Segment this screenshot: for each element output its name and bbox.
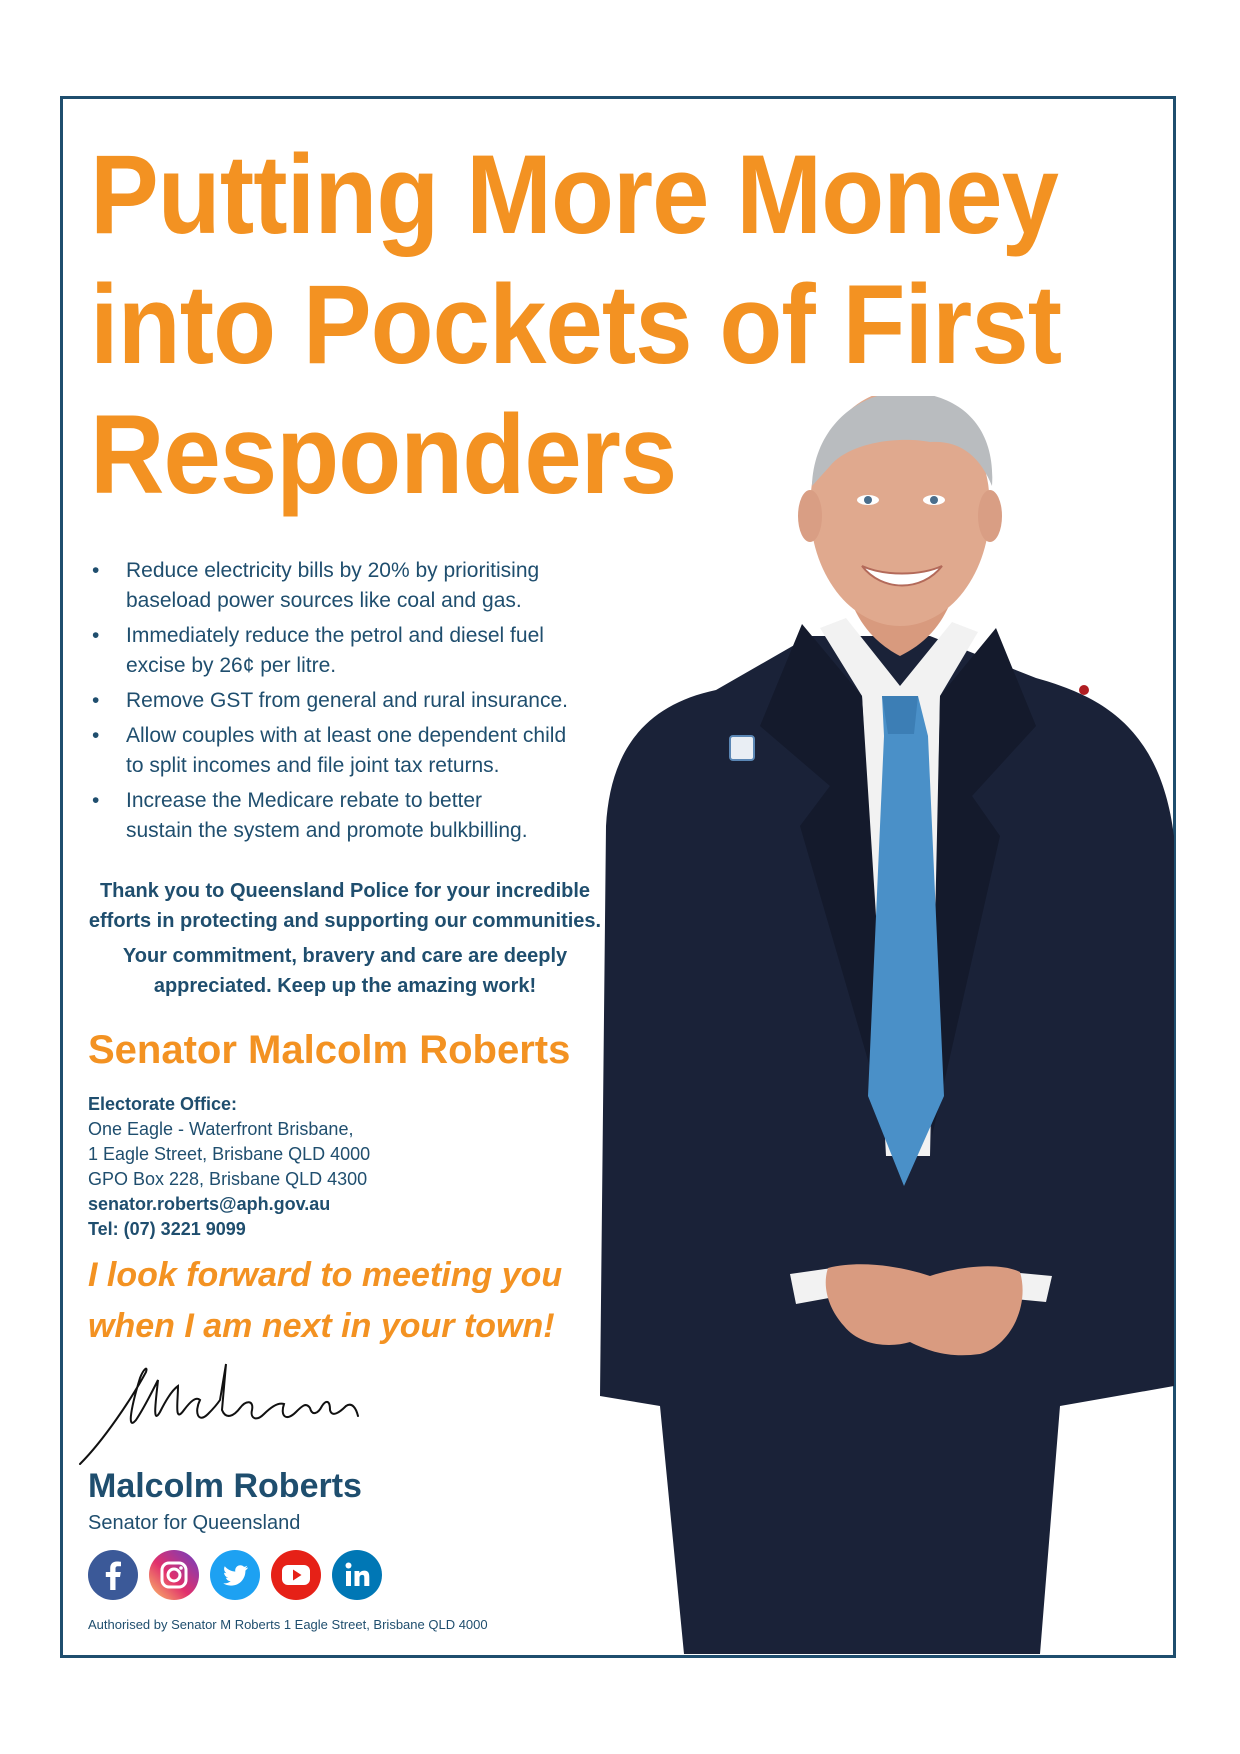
policy-text: Remove GST from general and rural insurance. [126,689,568,712]
bullet-icon: • [92,689,100,712]
linkedin-icon[interactable] [332,1550,382,1600]
headline-line: Responders [90,392,677,517]
policy-text: Allow couples with at least one dependent child [126,724,567,747]
bullet-icon: • [92,559,100,582]
twitter-icon[interactable] [210,1550,260,1600]
policy-text: excise by 26¢ per litre. [126,654,337,677]
policy-item [90,556,650,616]
policy-text: Increase the Medicare rebate to better [126,789,483,812]
thanks-line: appreciated. Keep up the amazing work! [153,975,537,997]
policy-text: sustain the system and promote bulkbilling. [126,819,528,842]
office-address-line: 1 Eagle Street, Brisbane QLD 4000 [88,1144,371,1164]
signature [74,1360,364,1470]
thanks-line: efforts in protecting and supporting our communities. [88,910,602,932]
thanks-line: Your commitment, bravery and care are deeply [122,945,568,967]
policy-list [90,556,650,851]
bullet-icon: • [92,624,100,647]
headline-line: into Pockets of First [90,262,1062,387]
policy-text: baseload power sources like coal and gas. [126,589,522,612]
office-phone[interactable]: Tel: (07) 3221 9099 [88,1219,246,1239]
senator-heading: Senator Malcolm Roberts [88,1028,571,1072]
signatory-name: Malcolm Roberts [88,1467,362,1505]
headline-line: Putting More Money [90,132,1059,257]
policy-text: Immediately reduce the petrol and diesel fuel [126,624,544,647]
signatory-role: Senator for Queensland [88,1512,301,1534]
closing-line: when I am next in your town! [88,1307,555,1345]
policy-item [90,786,650,846]
policy-text: to split incomes and file joint tax returns. [126,754,500,777]
senator-photo [600,396,1174,1654]
policy-item [90,621,650,681]
office-heading: Electorate Office: [88,1094,238,1114]
electorate-office [88,1092,588,1242]
thanks-line: Thank you to Queensland Police for your incredible [99,880,591,902]
office-address-line: One Eagle - Waterfront Brisbane, [88,1119,354,1139]
closing-message [88,1250,608,1352]
thank-you-message [80,876,610,1006]
office-address-line: GPO Box 228, Brisbane QLD 4300 [88,1169,368,1189]
youtube-icon[interactable] [271,1550,321,1600]
bullet-icon: • [92,724,100,747]
social-links [88,1550,382,1602]
policy-item [90,721,650,781]
instagram-icon[interactable] [149,1550,199,1600]
policy-item [90,686,650,716]
facebook-icon[interactable] [88,1550,138,1600]
authorisation-statement: Authorised by Senator M Roberts 1 Eagle Street, Brisbane QLD 4000 [88,1617,488,1632]
policy-text: Reduce electricity bills by 20% by prioritising [126,559,540,582]
closing-line: I look forward to meeting you [88,1256,563,1294]
office-email[interactable]: senator.roberts@aph.gov.au [88,1194,331,1214]
bullet-icon: • [92,789,100,812]
